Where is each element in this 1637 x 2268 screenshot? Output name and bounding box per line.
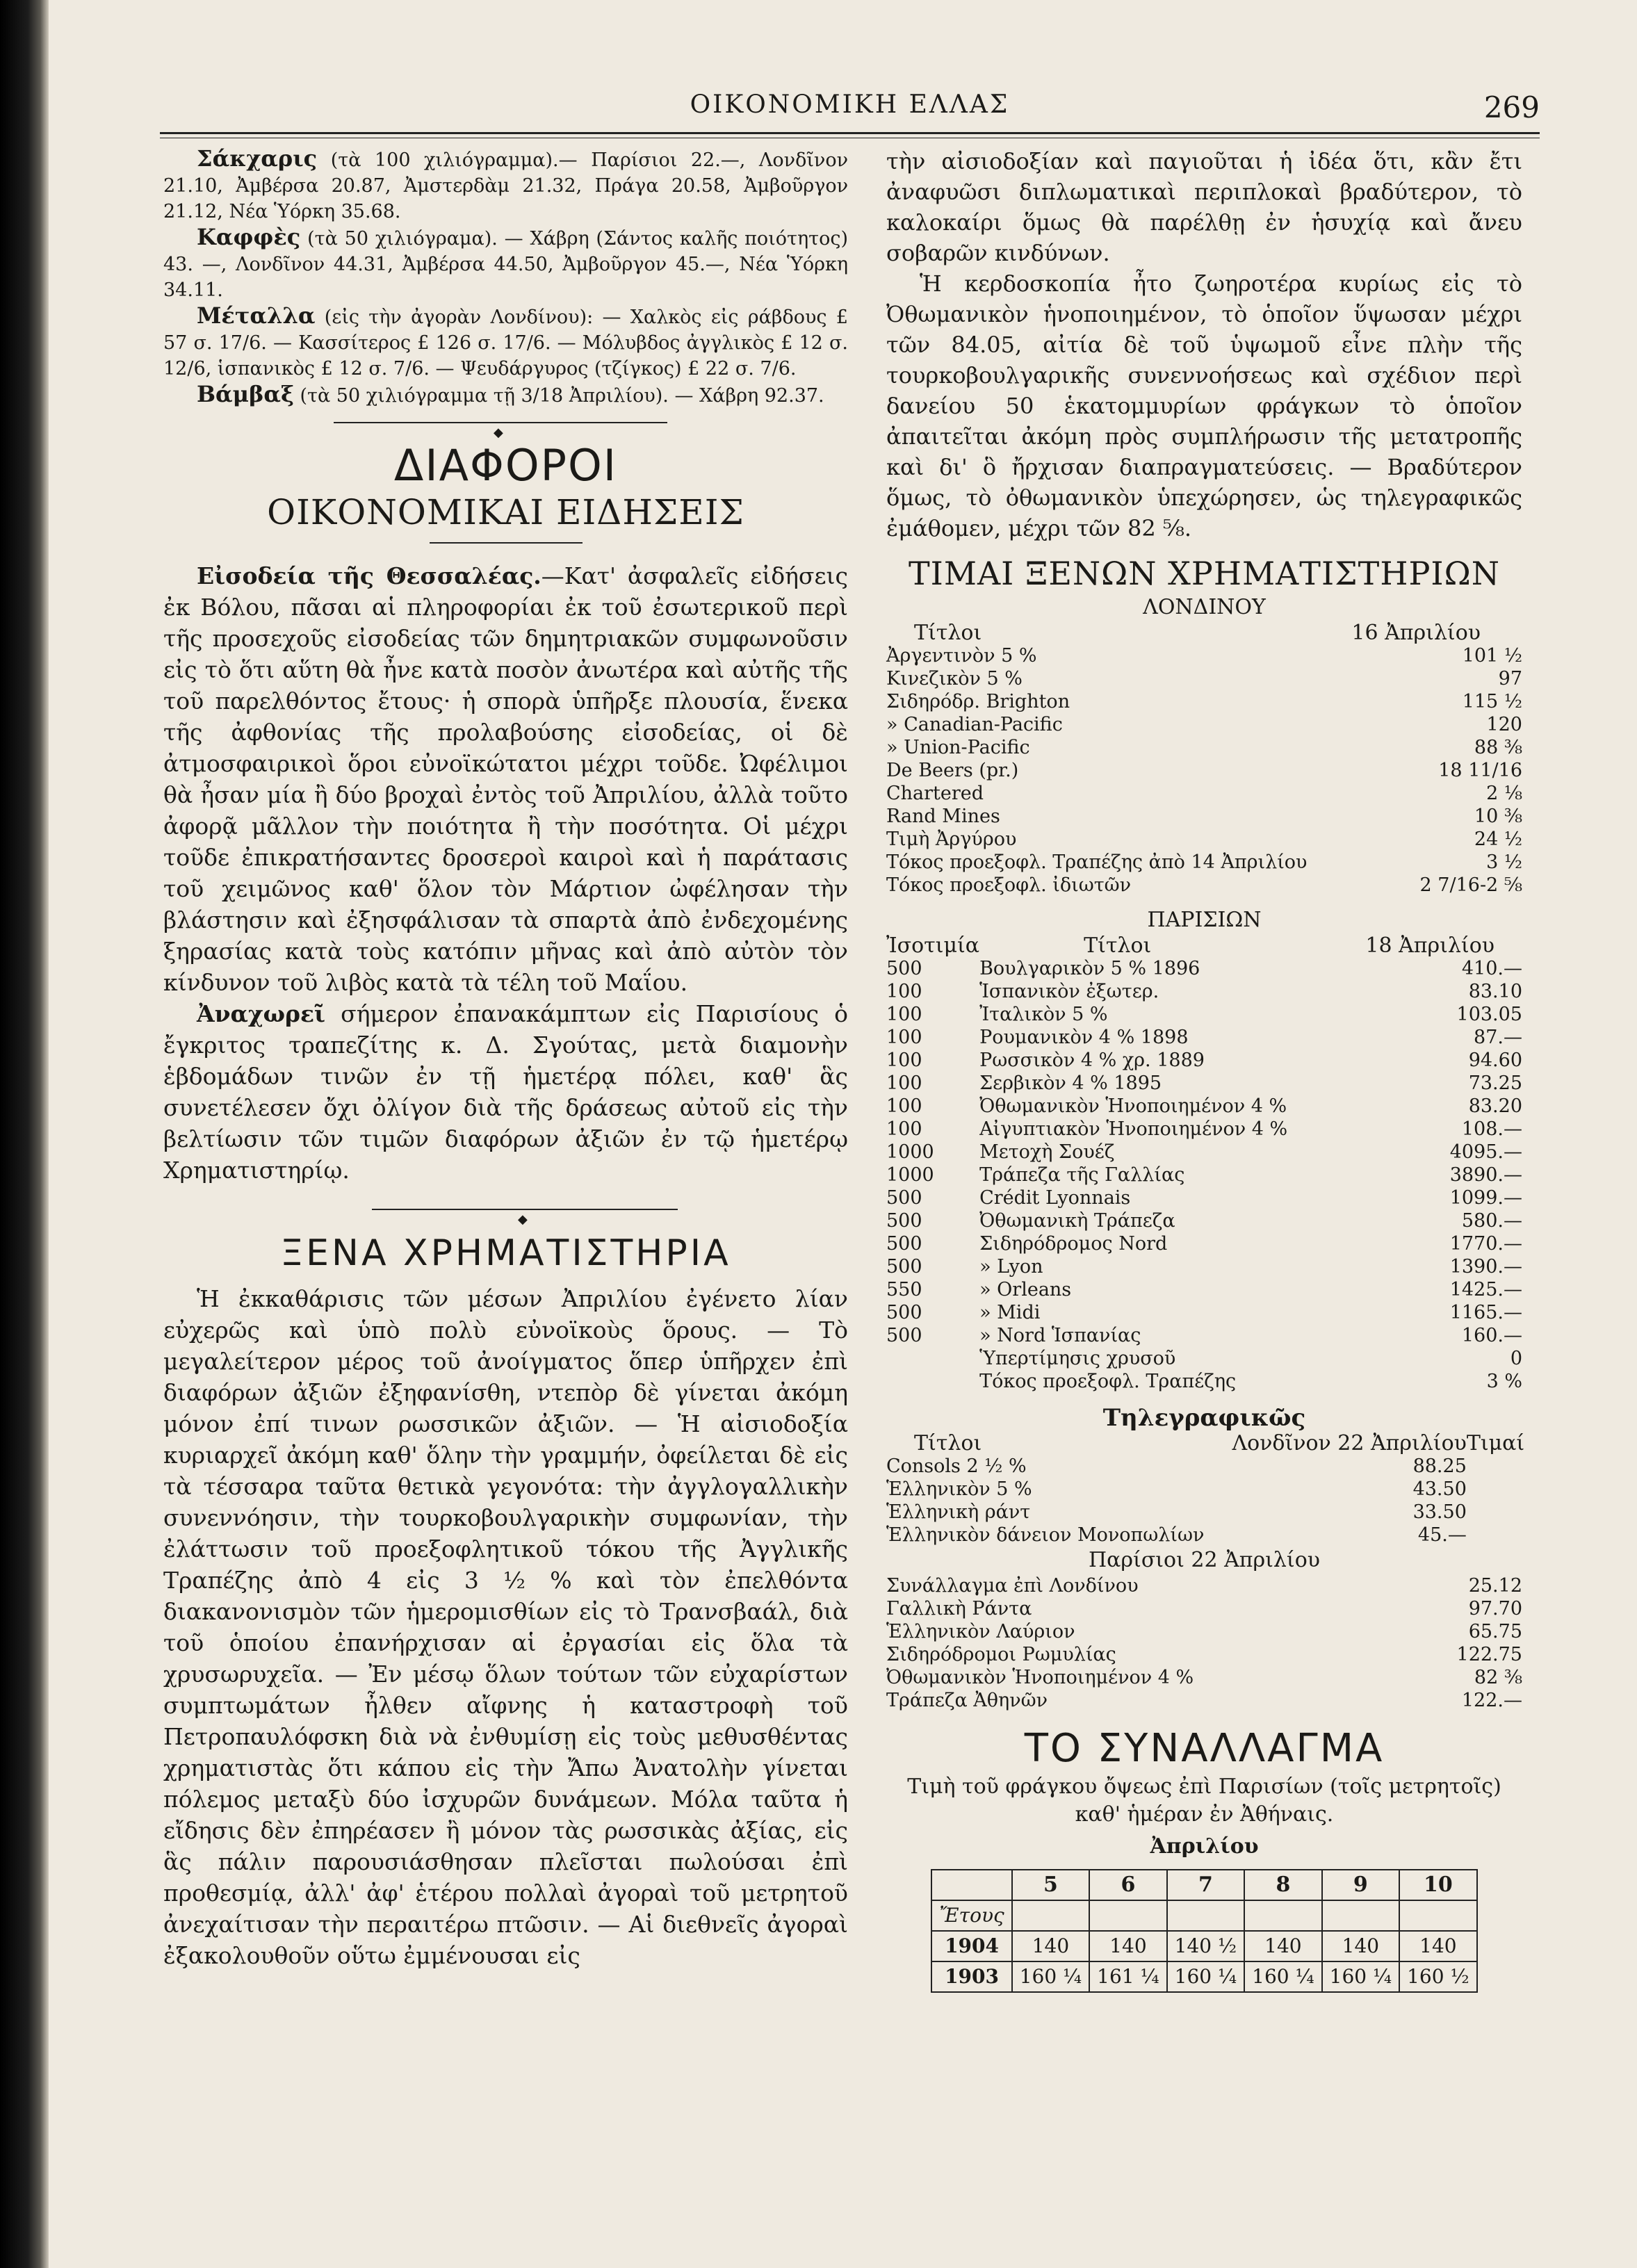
security-price: 580.—: [1461, 1210, 1522, 1232]
security-name: De Beers (pr.): [886, 760, 1019, 781]
paris-row: [886, 1141, 1522, 1164]
exchange-year: 1903: [931, 1961, 1011, 1992]
london-row: [886, 874, 1522, 897]
security-price: 10 ⅜: [1474, 806, 1522, 827]
foreign-exchanges-title: ΞΕΝΑ ΧΡΗΜΑΤΙΣΤΗΡΙΑ: [280, 1232, 731, 1274]
exchange-corner: [931, 1870, 1011, 1900]
security-name: Ρουμανικὸν 4 % 1898: [979, 1027, 1189, 1048]
paris-row: [886, 1026, 1522, 1049]
exchange-day-header: 5: [1012, 1870, 1089, 1900]
security-price: 3 ½: [1486, 851, 1522, 873]
exchange-blank-cell: [1244, 1900, 1321, 1931]
london-col-title: Τίτλοι: [914, 621, 982, 645]
security-price: 160.—: [1461, 1325, 1522, 1346]
security-name: Ἱσπανικὸν ἐξωτερ.: [979, 981, 1159, 1002]
telegraph-paris-heading: Παρίσιοι 22 Ἀπριλίου: [1089, 1548, 1320, 1572]
london-row: [886, 782, 1522, 805]
exchange-month: Ἀπριλίου: [1150, 1834, 1259, 1859]
parity-value: [886, 1347, 979, 1370]
paris-row: [886, 1209, 1522, 1232]
parity-value: 100: [886, 981, 922, 1002]
telegraph-paris-row: [886, 1643, 1522, 1666]
paris-heading: ΠΑΡΙΣΙΩΝ: [1147, 908, 1262, 932]
london-row: [886, 759, 1522, 782]
security-name: Consols 2 ½ %: [886, 1455, 1027, 1477]
exchange-title: ΤΟ ΣΥΝΑΛΛΑΓΜΑ: [1024, 1726, 1385, 1771]
page-number: 269: [1483, 90, 1540, 124]
parity-value: 500: [886, 1210, 922, 1232]
paris-row: [886, 1118, 1522, 1141]
security-name: » Nord Ἱσπανίας: [979, 1325, 1141, 1346]
section-subtitle: ΟΙΚΟΝΟΜΙΚΑΙ ΕΙΔΗΣΕΙΣ: [267, 492, 744, 532]
security-price: 108.—: [1461, 1118, 1522, 1140]
exchange-rate: 140: [1399, 1931, 1476, 1961]
parity-value: 500: [886, 1256, 922, 1278]
security-price: 73.25: [1468, 1072, 1522, 1094]
london-row: [886, 805, 1522, 828]
parity-value: 100: [886, 1095, 922, 1117]
section-divider-2: ◆: [163, 1196, 848, 1223]
security-name: Chartered: [886, 783, 984, 804]
market-para-sugar: Σάκχαρις (τὰ 100 χιλιόγραμμα).— Παρίσιοι 22.—, Λονδῖνον 21.10, Ἀμβέρσα 20.87, Ἀμστερδὰμ 21.32, Πράγα 20.58, Ἀμβοῦργον 21.12, Νέα Ὑόρκη 35.68.: [163, 145, 848, 222]
london-row: [886, 690, 1522, 713]
security-price: 1165.—: [1449, 1302, 1522, 1323]
exchange-row: [931, 1961, 1476, 1992]
security-name: Σερβικὸν 4 % 1895: [979, 1072, 1162, 1094]
exchange-rate: 160 ¼: [1167, 1961, 1244, 1992]
security-price: 97: [1498, 668, 1522, 690]
security-name: Ἑλληνικὸν Λαύριον: [886, 1621, 1075, 1642]
paris-row: [886, 1164, 1522, 1186]
paris-row: [886, 1232, 1522, 1255]
security-price: 1099.—: [1449, 1187, 1522, 1209]
parity-value: 500: [886, 1302, 922, 1323]
paris-col-parity: Ἰσοτιμία: [886, 933, 980, 958]
market-para-coffee: Καφφὲς (τὰ 50 χιλιόγραμα). — Χάβρη (Σάντος καλῆς ποιότητος) 43. —, Λονδῖνον 44.31, Ἀμβέρσα 44.50, Ἀμβοῦργον 45.—, Νέα Ὑόρκη 34.11.: [163, 224, 848, 301]
exchange-rate: 140: [1244, 1931, 1321, 1961]
security-name: Τιμὴ Ἀργύρου: [886, 829, 1017, 850]
short-rule: [430, 542, 583, 544]
london-row: [886, 644, 1522, 667]
london-table: [886, 621, 1522, 897]
london-row: [886, 828, 1522, 851]
exchange-rate: 140: [1089, 1931, 1166, 1961]
london-row: [886, 713, 1522, 736]
security-price: 4095.—: [1449, 1141, 1522, 1163]
security-price: 3 %: [1486, 1371, 1522, 1392]
exchange-day-header: 8: [1244, 1870, 1321, 1900]
market-para-metals: Μέταλλα (εἰς τὴν ἀγορὰν Λονδίνου): — Χαλκὸς εἰς ράβδους £ 57 σ. 17/6. — Κασσίτερος £ 126 σ. 17/6. — Μόλυβδος ἀγγλικὸς £ 12 σ. 12/6, ἱσπανικὸς £ 12 σ. 7/6. — Ψευδάργυρος (τζίγκος) £ 22 σ. 7/6.: [163, 302, 848, 380]
security-price: 97.70: [1468, 1598, 1522, 1620]
security-name: Ἰταλικὸν 5 %: [979, 1004, 1108, 1025]
security-name: Ὀθωμανικὸν Ἡνοποιημένον 4 %: [886, 1667, 1194, 1688]
paris-row: [886, 1324, 1522, 1347]
security-name: Κινεζικὸν 5 %: [886, 668, 1023, 690]
parity-value: [886, 1370, 979, 1393]
exchange-blank-cell: [1167, 1900, 1244, 1931]
parity-value: 500: [886, 1325, 922, 1346]
parity-value: 500: [886, 958, 922, 979]
telegraph-paris-row: [886, 1597, 1522, 1620]
security-name: Ὑπερτίμησις χρυσοῦ: [979, 1348, 1176, 1369]
telegraph-row: [886, 1524, 1524, 1547]
security-name: » Midi: [979, 1302, 1041, 1323]
parity-value: 1000: [886, 1164, 934, 1186]
exchange-blank-cell: [1322, 1900, 1399, 1931]
telegraph-col-date: Λονδῖνον 22 Ἀπριλίου: [1232, 1431, 1467, 1455]
london-row: [886, 736, 1522, 759]
paris-row: [886, 957, 1522, 980]
security-name: » Union-Pacific: [886, 737, 1030, 758]
security-price: 18 11/16: [1438, 760, 1522, 781]
security-name: Συνάλλαγμα ἐπὶ Λονδίνου: [886, 1575, 1139, 1597]
exchange-rate: 161 ¼: [1089, 1961, 1166, 1992]
exchange-day-header: 9: [1322, 1870, 1399, 1900]
london-heading: ΛΟΝΔΙΝΟΥ: [1143, 595, 1266, 619]
security-price: 1770.—: [1449, 1233, 1522, 1255]
article-speculation: Ἡ κερδοσκοπία ἦτο ζωηροτέρα κυρίως εἰς τὸ Ὀθωμανικὸν ἡνοποιημένον, τὸ ὁποῖον ὕψωσαν μέχρι τῶν 84.05, αἰτία δὲ τοῦ ὑψωμοῦ εἶνε πλὴν τῆς τουρκοβουλγαρικῆς συνεννοήσεως καὶ σχέδιον περὶ δανείου 50 ἑκατομμυρίων φράγκων τὸ ὁποῖον ἀπαιτεῖται ἀκόμη πρὸς συμπλήρωσιν τῆς μετατροπῆς καὶ δι' ὃ ἤρχισαν διαπραγματεύσεις. — Βραδύτερον ὅμως, τὸ ὀθωμανικὸν ὑπεχώρησεν, ὡς τηλεγραφικῶς ἐμάθομεν, μέχρι τῶν 82 ⅝.: [886, 270, 1522, 541]
security-name: Τράπεζα Ἀθηνῶν: [886, 1690, 1048, 1711]
security-price: 103.05: [1456, 1004, 1522, 1025]
parity-value: 500: [886, 1233, 922, 1255]
security-name: Αἰγυπτιακὸν Ἡνοποιημένον 4 %: [979, 1118, 1288, 1140]
paris-row: [886, 1095, 1522, 1118]
left-column: [163, 146, 848, 1971]
security-price: 87.—: [1474, 1027, 1522, 1048]
paris-row: [886, 1255, 1522, 1278]
security-price: 25.12: [1468, 1575, 1522, 1597]
article-thessaly-harvest: Εἰσοδεία τῆς Θεσσαλέας.—Κατ' ἀσφαλεῖς εἰδήσεις ἐκ Βόλου, πᾶσαι αἱ πληροφορίαι ἐκ τοῦ ἐσωτερικοῦ περὶ τῆς προσεχοῦς εἰσοδείας τῶν δημητριακῶν συμφωνοῦσιν εἰς τὸ ὅτι αὕτη θὰ ἦνε κατὰ ποσὸν ἀνωτέρα καὶ αὐτῆς τῆς τοῦ παρελθόντος ἔτους· ἡ σπορὰ ὑπῆρξε πλουσία, ἕνεκα τῆς ἀφθονίας τῆς προλαβούσης εἰσοδείας, οἱ δὲ ἀτμοσφαιρικοὶ ὅροι εὐνοϊκώτατοι μέχρι τοῦδε. Ὠφέλιμοι θὰ ἦσαν μία ἢ δύο βροχαὶ ἐντὸς τοῦ Ἀπριλίου, ἀλλὰ τοῦτο ἀφορᾷ μᾶλλον τὴν ποιότητα ἢ τὴν ποσότητα. Οἱ μέχρι τοῦδε ἐπικρατήσαντες δροσεροὶ καιροὶ καὶ ἡ παράτασις τοῦ χειμῶνος καθ' ὅλον τὸν Μάρτιον ὠφέλησαν τὴν βλάστησιν καὶ ἐξησφάλισαν τὰ σπαρτὰ ἀπὸ ἐνδεχομένης ξηρασίας κατὰ τοὺς κατόπιν μῆνας καὶ ἀπὸ αὐτὸν τὸν κίνδυνον τοῦ λιβὸς κατὰ τὰ τέλη τοῦ Μαΐου.: [163, 562, 848, 996]
telegraph-col-title: Τίτλοι: [914, 1431, 982, 1455]
security-name: Ἑλληνικὸν δάνειον Μονοπωλίων: [886, 1524, 1205, 1546]
security-price: 101 ½: [1462, 645, 1522, 667]
security-price: 2 7/16-2 ⅝: [1419, 874, 1522, 896]
security-price: 0: [1510, 1348, 1522, 1369]
exchange-rate: 140: [1322, 1931, 1399, 1961]
security-price: 65.75: [1468, 1621, 1522, 1642]
exchange-rate: 160 ¼: [1012, 1961, 1089, 1992]
security-price: 115 ½: [1462, 691, 1522, 712]
security-name: Τόκος προεξοφλ. Τραπέζης ἀπὸ 14 Ἀπριλίου: [886, 851, 1308, 873]
binding-gutter: [0, 0, 49, 2268]
telegraph-table: [886, 1432, 1524, 1547]
article-departure: Ἀναχωρεῖ σήμερον ἐπανακάμπτων εἰς Παρισίους ὁ ἔγκριτος τραπεζίτης κ. Δ. Σγούτας, μετὰ διαμονὴν ἑβδομάδων τινῶν ἐν τῇ ἡμετέρᾳ πόλει, καθ' ἃς συνετέλεσεν ὄχι ὀλίγον διὰ τῆς δράσεως αὐτοῦ εἰς τὴν βελτίωσιν τῶν τιμῶν διαφόρων ἀξιῶν ἐν τῷ ἡμετέρῳ Χρηματιστηρίῳ.: [163, 1000, 848, 1184]
london-col-date: 16 Ἀπριλίου: [1351, 621, 1481, 645]
telegraph-paris-row: [886, 1689, 1522, 1712]
telegraph-paris-row: [886, 1666, 1522, 1689]
parity-value: 100: [886, 1072, 922, 1094]
security-name: Τόκος προεξοφλ. Τραπέζης: [979, 1371, 1237, 1392]
security-price: 45.—: [1417, 1524, 1467, 1546]
security-price: 43.50: [1412, 1478, 1467, 1500]
security-price: 83.20: [1468, 1095, 1522, 1117]
header-rule: [160, 132, 1540, 134]
security-name: Rand Mines: [886, 806, 1000, 827]
exchange-day-header: 6: [1089, 1870, 1166, 1900]
security-price: 88 ⅜: [1474, 737, 1522, 758]
security-name: Γαλλικὴ Ράντα: [886, 1598, 1032, 1620]
exchange-row: [931, 1931, 1476, 1961]
security-price: 3890.—: [1449, 1164, 1522, 1186]
parity-value: 100: [886, 1004, 922, 1025]
exchange-blank-cell: [1089, 1900, 1166, 1931]
paris-row: [886, 1278, 1522, 1301]
security-name: » Orleans: [979, 1279, 1072, 1300]
parity-value: 100: [886, 1050, 922, 1071]
exchange-year: 1904: [931, 1931, 1011, 1961]
security-price: 122.75: [1456, 1644, 1522, 1665]
paris-row: [886, 980, 1522, 1003]
telegraph-paris-table: [886, 1574, 1522, 1712]
security-price: 88.25: [1412, 1455, 1467, 1477]
security-price: 94.60: [1468, 1050, 1522, 1071]
security-price: 33.50: [1412, 1501, 1467, 1523]
paris-row: [886, 1370, 1522, 1393]
security-name: Ἀργεντινὸν 5 %: [886, 645, 1037, 667]
paris-table: [886, 934, 1522, 1393]
telegraph-paris-row: [886, 1574, 1522, 1597]
exchange-rate: 160 ¼: [1244, 1961, 1321, 1992]
parity-value: 550: [886, 1279, 922, 1300]
exchange-blank-cell: [1012, 1900, 1089, 1931]
paris-row: [886, 1049, 1522, 1072]
exchange-table: [931, 1869, 1477, 1993]
security-price: 1390.—: [1449, 1256, 1522, 1278]
parity-value: 500: [886, 1187, 922, 1209]
exchange-rate: 140 ½: [1167, 1931, 1244, 1961]
security-name: Σιδηρόδρομοι Ρωμυλίας: [886, 1644, 1116, 1665]
security-name: Μετοχὴ Σουέζ: [979, 1141, 1115, 1163]
exchange-day-header: 10: [1399, 1870, 1476, 1900]
security-price: 83.10: [1468, 981, 1522, 1002]
running-head: ΟΙΚΟΝΟΜΙΚΗ ΕΛΛΑΣ: [690, 90, 1010, 119]
security-name: » Lyon: [979, 1256, 1043, 1278]
security-name: Σιδηρόδρομος Nord: [979, 1233, 1168, 1255]
telegraph-row: [886, 1501, 1524, 1524]
london-row: [886, 851, 1522, 874]
exchange-year-label: Ἔτους: [931, 1900, 1011, 1931]
security-name: Τόκος προεξοφλ. ἰδιωτῶν: [886, 874, 1132, 896]
parity-value: 100: [886, 1027, 922, 1048]
security-name: Ἑλληνικὸν 5 %: [886, 1478, 1032, 1500]
telegraph-col-prices: Τιμαί: [1466, 1431, 1525, 1455]
telegraph-paris-row: [886, 1620, 1522, 1643]
security-price: 1425.—: [1449, 1279, 1522, 1300]
exchange-day-header: 7: [1167, 1870, 1244, 1900]
london-row: [886, 667, 1522, 690]
security-name: Crédit Lyonnais: [979, 1187, 1131, 1209]
security-price: 410.—: [1461, 958, 1522, 979]
telegraph-heading: Τηλεγραφικῶς: [1102, 1404, 1306, 1432]
security-name: Τράπεζα τῆς Γαλλίας: [979, 1164, 1185, 1186]
security-name: Βουλγαρικὸν 5 % 1896: [979, 958, 1200, 979]
exchange-rate: 140: [1012, 1931, 1089, 1961]
market-prices: [163, 146, 848, 409]
exchange-rate: 160 ¼: [1322, 1961, 1399, 1992]
exchange-blank-cell: [1399, 1900, 1476, 1931]
security-price: 122.—: [1461, 1690, 1522, 1711]
market-para-cotton: Βάμβαξ (τὰ 50 χιλιόγραμμα τῇ 3/18 Ἀπριλίου). — Χάβρη 92.37.: [197, 381, 824, 407]
right-column: [886, 146, 1525, 1993]
security-price: 2 ⅛: [1486, 783, 1522, 804]
paris-col-date: 18 Ἀπριλίου: [1365, 933, 1495, 958]
security-name: Ὀθωμανικὴ Τράπεζα: [979, 1210, 1175, 1232]
exchange-year-label-row: [931, 1900, 1476, 1931]
security-name: Ὀθωμανικὸν Ἡνοποιημένον 4 %: [979, 1095, 1287, 1117]
section-divider: ◆: [163, 409, 848, 437]
telegraph-row: [886, 1478, 1524, 1501]
paris-row: [886, 1301, 1522, 1324]
security-price: 24 ½: [1474, 829, 1522, 850]
parity-value: 1000: [886, 1141, 934, 1163]
paris-col-title: Τίτλοι: [1084, 933, 1152, 958]
security-price: 82 ⅜: [1474, 1667, 1522, 1688]
paris-row: [886, 1186, 1522, 1209]
security-price: 120: [1486, 714, 1522, 735]
parity-value: 100: [886, 1118, 922, 1140]
security-name: Σιδηρόδρ. Brighton: [886, 691, 1070, 712]
security-name: Ἑλληνικὴ ράντ: [886, 1501, 1031, 1523]
article-continuation: τὴν αἰσιοδοξίαν καὶ παγιοῦται ἡ ἰδέα ὅτι, κἂν ἔτι ἀναφυῶσι διπλωματικαὶ περιπλοκαὶ βραδύτερον, τὸ καλοκαίρι ὅμως θὰ παρέλθῃ ἐν ἡσυχίᾳ καὶ ἄνευ σοβαρῶν κινδύνων.: [886, 148, 1522, 266]
exchange-subtitle: Τιμὴ τοῦ φράγκου ὄψεως ἐπὶ Παρισίων (τοῖς μετρητοῖς) καθ' ἡμέραν ἐν Ἀθήναις.: [907, 1775, 1501, 1827]
article-foreign-exchanges: Ἡ ἐκκαθάρισις τῶν μέσων Ἀπριλίου ἐγένετο λίαν εὐχερῶς καὶ ὑπὸ πολὺ εὐνοϊκοὺς ὅρους. — Τὸ μεγαλείτερον μέρος τοῦ ἀνοίγματος ὅπερ ὑπῆρχεν ἐπὶ διαφόρων ἀξιῶν ἐξηφανίσθη, ντεπὸρ δὲ γίνεται ἀκόμη μόνον ἐπί τινων ρωσσικῶν ἀξιῶν. — Ἡ αἰσιοδοξία κυριαρχεῖ ἀκόμη καθ' ὅλην τὴν γραμμήν, ὀφείλεται δὲ εἰς τὰ τέσσαρα ταῦτα θετικὰ γεγονότα: τὴν ἀγγλογαλλικὴν συνεννόησιν, τὴν τουρκοβουλγαρικὴν συμφωνίαν, τὴν ἐλάττωσιν τοῦ προεξοφλητικοῦ τόκου τῆς Ἀγγλικῆς Τραπέζης ἀπὸ 4 εἰς 3 ½ % καὶ τὸν ἐπελθόντα διακανονισμὸν τῶν ἡμερομισθίων εἰς τὸ Τρανσβαάλ, διὰ τοῦ ὁποίου ἐπανήρχισαν αἱ ἐργασίαι εἰς ὅλα τὰ χρυσωρυχεῖα. — Ἐν μέσῳ ὅλων τούτων τῶν εὐχαρίστων συμπτωμάτων ἦλθεν αἴφνης ἡ καταστροφὴ τοῦ Πετροπαυλόφσκη διὰ νὰ ἐνθυμίσῃ εἰς τοὺς μεθυσθέντας χρηματιστὰς ὅτι κάπου εἰς τὴν Ἄπω Ἀνατολὴν γίνεται πόλεμος μεταξὺ δύο ἰσχυρῶν δυνάμεων. Μόλα ταῦτα ἡ εἴδησις δὲν ἐπηρέασεν ἢ μόνον τὰς ρωσσικὰς ἀξίας, εἰς ἃς πάλιν παρουσιάσθησαν πλεῖσται πωλούσαι ἐπὶ προθεσμίᾳ, ἀλλ' ἀφ' ἑτέρου πολλαὶ ἀγοραὶ τοῦ μετρητοῦ ἀνεχαίτισαν τὴν περαιτέρω πτῶσιν. — Αἱ διεθνεῖς ἀγοραὶ ἐξακολουθοῦν οὕτω ἐμμένουσαι εἰς: [163, 1285, 848, 1969]
security-name: » Canadian-Pacific: [886, 714, 1063, 735]
section-title: ΔΙΑΦΟΡΟΙ: [393, 440, 618, 491]
foreign-prices-title: ΤΙΜΑΙ ΞΕΝΩΝ ΧΡΗΜΑΤΙΣΤΗΡΙΩΝ: [909, 555, 1500, 592]
paris-row: [886, 1003, 1522, 1026]
telegraph-row: [886, 1455, 1524, 1478]
paris-row: [886, 1072, 1522, 1095]
security-name: Ρωσσικὸν 4 % χρ. 1889: [979, 1050, 1205, 1071]
exchange-rate: 160 ½: [1399, 1961, 1476, 1992]
paris-row: [886, 1347, 1522, 1370]
